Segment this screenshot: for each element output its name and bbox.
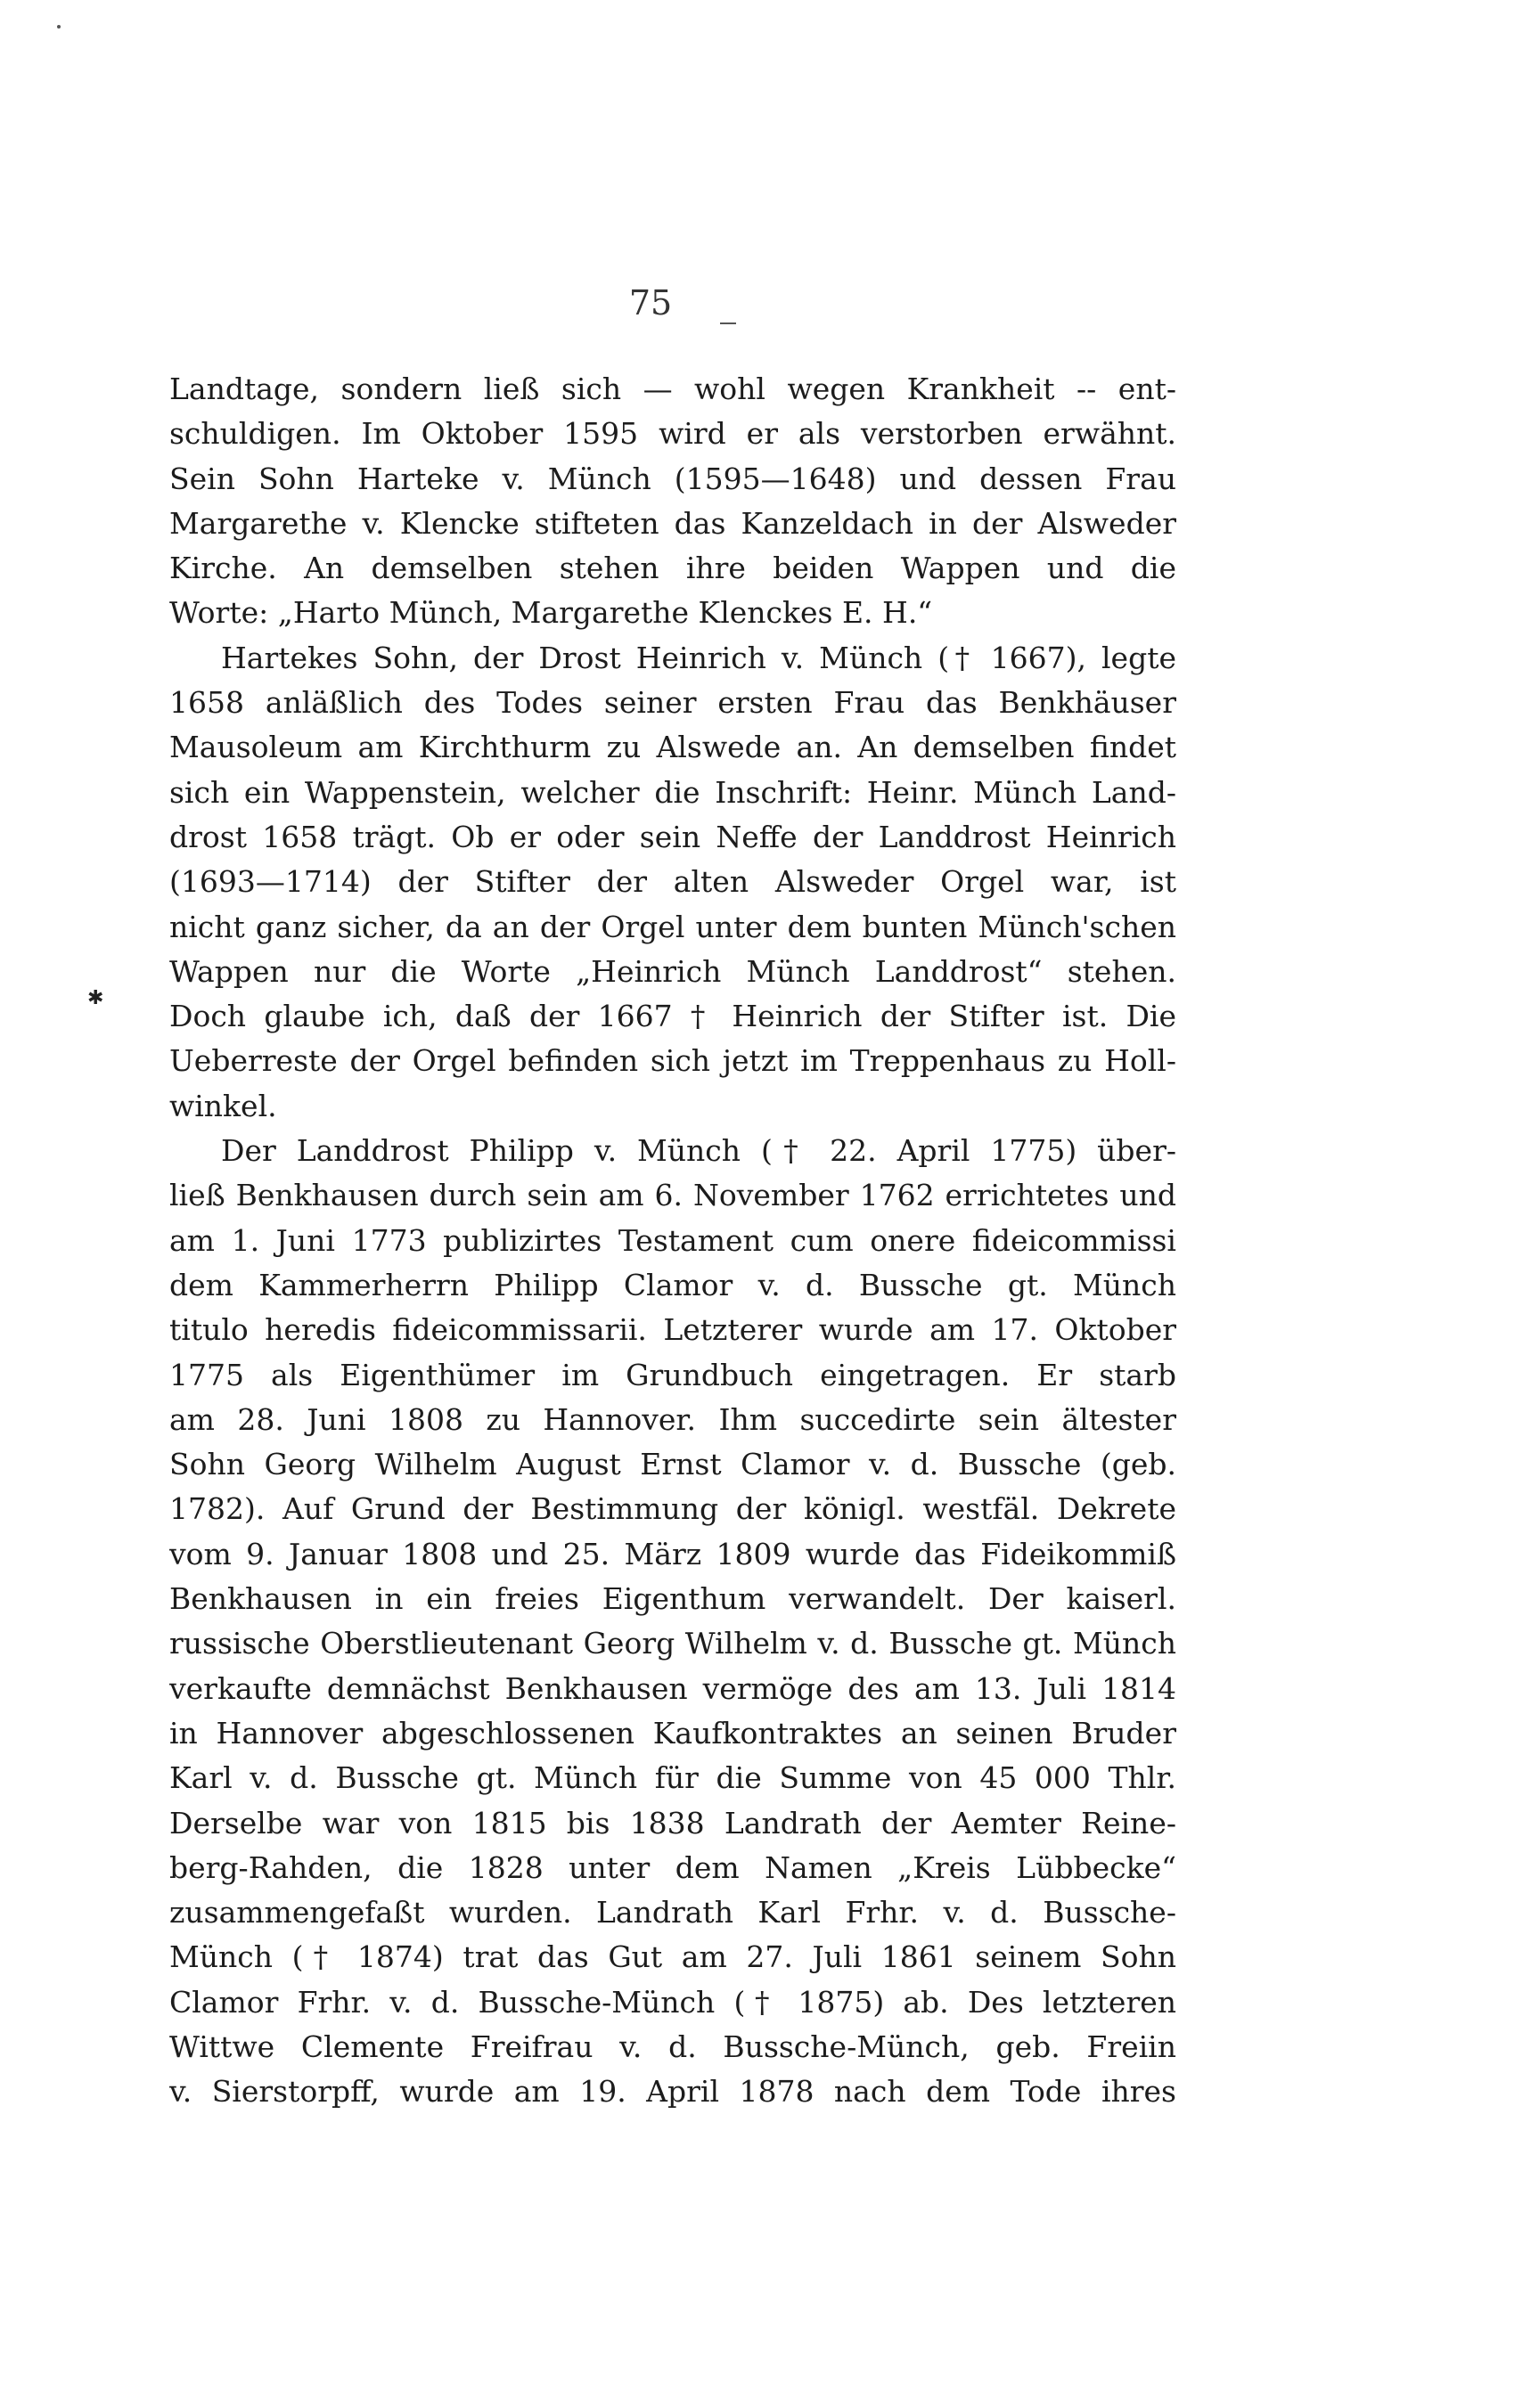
text-line: 1782). Auf Grund der Bestimmung der königl. westfäl. Dekrete: [169, 1491, 1176, 1527]
text-line: (1693—1714) der Stifter der alten Alsweder Orgel war, ist: [169, 864, 1176, 900]
text-line: Derselbe war von 1815 bis 1838 Landrath der Aemter Reine-: [169, 1805, 1176, 1841]
margin-asterisk: ✱: [87, 987, 104, 1009]
text-line: 1775 als Eigenthümer im Grundbuch eingetragen. Er starb: [169, 1357, 1176, 1392]
text-line: vom 9. Januar 1808 und 25. März 1809 wurde das Fideikommiß: [169, 1536, 1176, 1571]
text-line: in Hannover abgeschlossenen Kaufkontraktes an seinen Bruder: [169, 1715, 1176, 1751]
header-dash: [720, 322, 736, 324]
text-line: sich ein Wappenstein, welcher die Inschrift: Heinr. Münch Land-: [169, 774, 1176, 810]
text-line: Der Landdrost Philipp v. Münch († 22. April 1775) über-: [221, 1133, 1176, 1169]
text-line: berg-Rahden, die 1828 unter dem Namen „Kreis Lübbecke“: [169, 1849, 1176, 1885]
text-line: Wittwe Clemente Freifrau v. d. Bussche-Münch, geb. Freiin: [169, 2028, 1176, 2064]
text-line: Sohn Georg Wilhelm August Ernst Clamor v. d. Bussche (geb.: [169, 1447, 1176, 1482]
text-line: winkel.: [169, 1088, 277, 1123]
text-line: schuldigen. Im Oktober 1595 wird er als verstorben erwähnt.: [169, 416, 1176, 452]
text-line: Kirche. An demselben stehen ihre beiden Wappen und die: [169, 551, 1176, 586]
text-line: Landtage, sondern ließ sich — wohl wegen Krankheit -- ent-: [169, 371, 1176, 406]
body-text: [169, 367, 1176, 2115]
text-line: Margarethe v. Klencke stifteten das Kanzeldach in der Alsweder: [169, 505, 1176, 541]
page-number: 75: [628, 283, 673, 322]
text-line: Doch glaube ich, daß der 1667 † Heinrich der Stifter ist. Die: [169, 999, 1176, 1034]
text-line: drost 1658 trägt. Ob er oder sein Neffe der Landdrost Heinrich: [169, 819, 1176, 854]
text-line: nicht ganz sicher, da an der Orgel unter dem bunten Münch'schen: [169, 909, 1176, 944]
text-line: dem Kammerherrn Philipp Clamor v. d. Bussche gt. Münch: [169, 1267, 1176, 1302]
text-line: Wappen nur die Worte „Heinrich Münch Landdrost“ stehen.: [169, 953, 1176, 989]
text-line: v. Sierstorpff, wurde am 19. April 1878 nach dem Tode ihres: [169, 2074, 1176, 2110]
text-line: titulo heredis fideicommissarii. Letzterer wurde am 17. Oktober: [169, 1312, 1176, 1348]
text-line: Sein Sohn Harteke v. Münch (1595—1648) und dessen Frau: [169, 461, 1176, 496]
text-line: ließ Benkhausen durch sein am 6. November 1762 errichtetes und: [169, 1178, 1176, 1213]
text-line: Münch († 1874) trat das Gut am 27. Juli 1861 seinem Sohn: [169, 1939, 1176, 1975]
text-line: zusammengefaßt wurden. Landrath Karl Frhr. v. d. Bussche-: [169, 1895, 1176, 1930]
text-line: Worte: „Harto Münch, Margarethe Klenckes E. H.“: [169, 595, 933, 631]
text-line: Hartekes Sohn, der Drost Heinrich v. Münch († 1667), legte: [221, 640, 1176, 675]
text-line: 1658 anläßlich des Todes seiner ersten Frau das Benkhäuser: [169, 685, 1176, 721]
page-speck: [57, 25, 61, 29]
text-line: Ueberreste der Orgel befinden sich jetzt im Treppenhaus zu Holl-: [169, 1043, 1176, 1079]
text-line: russische Oberstlieutenant Georg Wilhelm v. d. Bussche gt. Münch: [169, 1626, 1176, 1661]
text-line: am 1. Juni 1773 publizirtes Testament cum onere fideicommissi: [169, 1222, 1176, 1258]
text-line: verkaufte demnächst Benkhausen vermöge des am 13. Juli 1814: [169, 1670, 1176, 1706]
text-line: Mausoleum am Kirchthurm zu Alswede an. An demselben findet: [169, 730, 1176, 765]
text-line: am 28. Juni 1808 zu Hannover. Ihm succedirte sein ältester: [169, 1401, 1176, 1437]
text-line: Karl v. d. Bussche gt. Münch für die Summe von 45 000 Thlr.: [169, 1760, 1176, 1796]
text-line: Benkhausen in ein freies Eigenthum verwandelt. Der kaiserl.: [169, 1581, 1176, 1617]
text-line: Clamor Frhr. v. d. Bussche-Münch († 1875) ab. Des letzteren: [169, 1984, 1176, 2020]
